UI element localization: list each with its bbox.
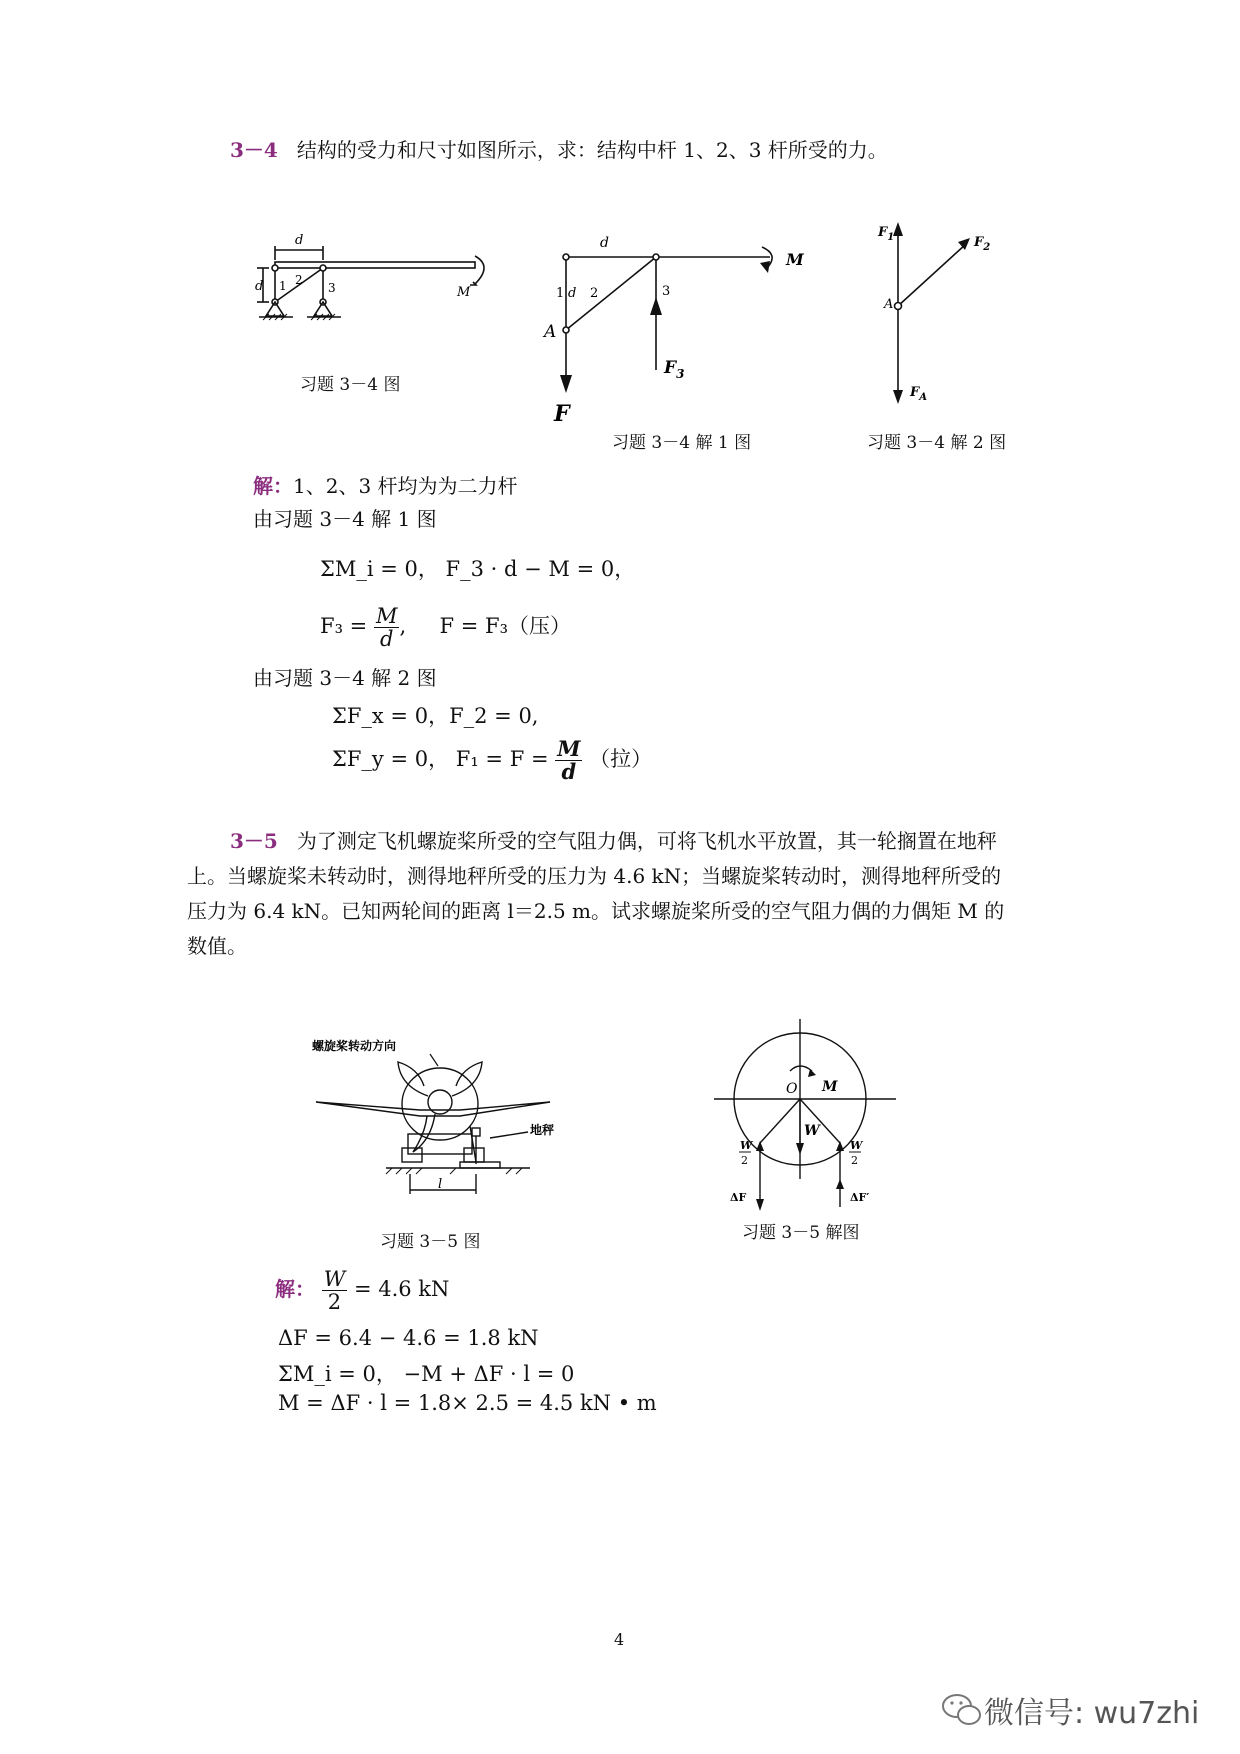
bar-2-label: 2: [295, 273, 303, 287]
delta-f-prime-label: ΔF′: [850, 1191, 870, 1204]
force-fa-subscript: A: [919, 392, 927, 403]
half-weight-left-den: 2: [741, 1154, 748, 1167]
svg-text:FA: [909, 385, 927, 403]
equation-f3: F₃ = $\frac{M}{d}$ , F = F₃（压）: [320, 604, 572, 651]
solution-label: 解：: [275, 1277, 315, 1301]
weight-w-label: W: [804, 1123, 820, 1139]
page-number: 4: [614, 1630, 625, 1649]
half-weight-left-num: W: [740, 1139, 753, 1152]
caption-solution-2: 习题 3－4 解 2 图: [867, 433, 1007, 453]
solution-text: 1、2、3 杆均为为二力杆: [293, 474, 518, 498]
svg-text:F3: [663, 358, 684, 381]
bar-1-label: 1: [556, 286, 565, 301]
force-f3-subscript: 3: [676, 367, 685, 381]
bar-1-label: 1: [279, 279, 287, 293]
figure-3-4-solution-2: [862, 218, 1012, 408]
bar-3-label: 3: [662, 284, 671, 299]
problem-number: 3－5: [230, 829, 278, 853]
wechat-icon: [940, 1690, 984, 1730]
caption-solution-1: 习题 3－4 解 1 图: [612, 433, 752, 453]
point-a-label: A: [884, 297, 894, 312]
point-a-label: A: [544, 322, 557, 342]
caption-fig-3-4: 习题 3－4 图: [300, 375, 401, 395]
equation-moment-sum: [320, 553, 635, 583]
moment-m-label: M: [786, 250, 804, 269]
eq-rest: （拉）: [589, 747, 653, 771]
watermark: [940, 1688, 1199, 1732]
problem-3-5-line-2: 上。当螺旋桨未转动时，测得地秤所受的压力为 4.6 kN；当螺旋桨转动时，测得地秤所受的: [187, 864, 1002, 888]
problem-3-5-line-1: [230, 825, 997, 857]
watermark-text: 微信号: wu7zhi: [984, 1696, 1200, 1731]
force-fa-label: F: [910, 385, 920, 400]
problem-text: 为了测定飞机螺旋桨所受的空气阻力偶，可将飞机水平放置，其一轮搁置在地秤: [296, 829, 997, 853]
dim-d-label: d: [295, 233, 304, 248]
frac-denominator: d: [379, 627, 394, 651]
solution-3-5-eq2: ΔF = 6.4 − 4.6 = 1.8 kN: [278, 1326, 539, 1350]
solution-from-1: 由习题 3－4 解 1 图: [253, 507, 437, 531]
scale-label: 地秤: [530, 1123, 555, 1137]
equation-fx-sum: ΣF_x = 0，F_2 = 0,: [332, 704, 539, 728]
solution-3-4-intro: [253, 470, 518, 502]
problem-text: 结构的受力和尺寸如图所示，求：结构中杆 1、2、3 杆所受的力。: [296, 138, 888, 162]
center-o-label: O: [786, 1081, 798, 1097]
dim-d-label: d: [600, 235, 609, 251]
caption-solution-3-5: 习题 3－5 解图: [742, 1223, 860, 1243]
force-f2-subscript: 2: [983, 242, 991, 253]
delta-f-label: ΔF: [730, 1191, 747, 1204]
frac-numerator: M: [557, 736, 581, 761]
solution-3-5-eq4: M = ΔF · l = 1.8× 2.5 = 4.5 kN • m: [278, 1391, 657, 1415]
dim-l-label: l: [438, 1177, 443, 1192]
problem-3-5-line-4: 数值。: [187, 934, 247, 958]
eq-lhs: F₃ =: [320, 614, 368, 638]
half-weight-right-den: 2: [851, 1154, 858, 1167]
moment-m-label: M: [457, 285, 471, 300]
solution-label: 解：: [253, 474, 293, 498]
force-f3-label: F: [664, 358, 677, 378]
bar-2-label: 2: [590, 286, 599, 301]
dim-d-vertical-label: d: [568, 286, 577, 301]
figure-3-5-solution: [710, 1015, 910, 1215]
eq-rest: F = F₃（压）: [439, 614, 572, 638]
frac-numerator: M: [375, 604, 398, 628]
eq-rest: = 4.6 kN: [353, 1277, 450, 1301]
bar-3-label: 3: [328, 281, 336, 295]
svg-text:F2: [973, 235, 990, 253]
half-weight-right-num: W: [850, 1139, 863, 1152]
eq-lhs: ΣF_y = 0， F₁ = F =: [332, 747, 549, 771]
force-f1-subscript: 1: [887, 232, 895, 243]
moment-m-label: M: [822, 1079, 838, 1095]
solution-3-5-eq1: [275, 1268, 449, 1313]
frac-denominator: 2: [327, 1290, 342, 1314]
problem-3-4-statement: [230, 134, 888, 166]
equation-fy-sum: [332, 738, 652, 783]
force-f2-label: F: [974, 235, 984, 250]
figure-3-4-solution-1: [530, 225, 830, 425]
caption-fig-3-5: 习题 3－5 图: [380, 1232, 481, 1252]
dim-d-vertical-label: d: [255, 279, 264, 294]
force-f-label: F: [554, 401, 570, 425]
figure-3-4: [255, 220, 495, 340]
svg-text:F1: [877, 225, 894, 243]
problem-3-5-line-3: 压力为 6.4 kN。已知两轮间的距离 l＝2.5 m。试求螺旋桨所受的空气阻力偶的力偶矩 M 的: [187, 899, 1005, 923]
frac-denominator: d: [561, 759, 577, 784]
rotation-direction-label: 螺旋桨转动方向: [312, 1039, 397, 1053]
figure-3-5-airplane: [310, 1030, 560, 1210]
problem-number: 3－4: [230, 138, 278, 162]
solution-from-2: 由习题 3－4 解 2 图: [253, 666, 437, 690]
equation-text: ΣM_i = 0， F_3 · d − M = 0，: [320, 557, 636, 581]
force-f1-label: F: [878, 225, 888, 240]
frac-numerator: W: [323, 1267, 346, 1291]
solution-3-5-eq3: ΣM_i = 0， −M + ΔF · l = 0: [278, 1362, 575, 1386]
